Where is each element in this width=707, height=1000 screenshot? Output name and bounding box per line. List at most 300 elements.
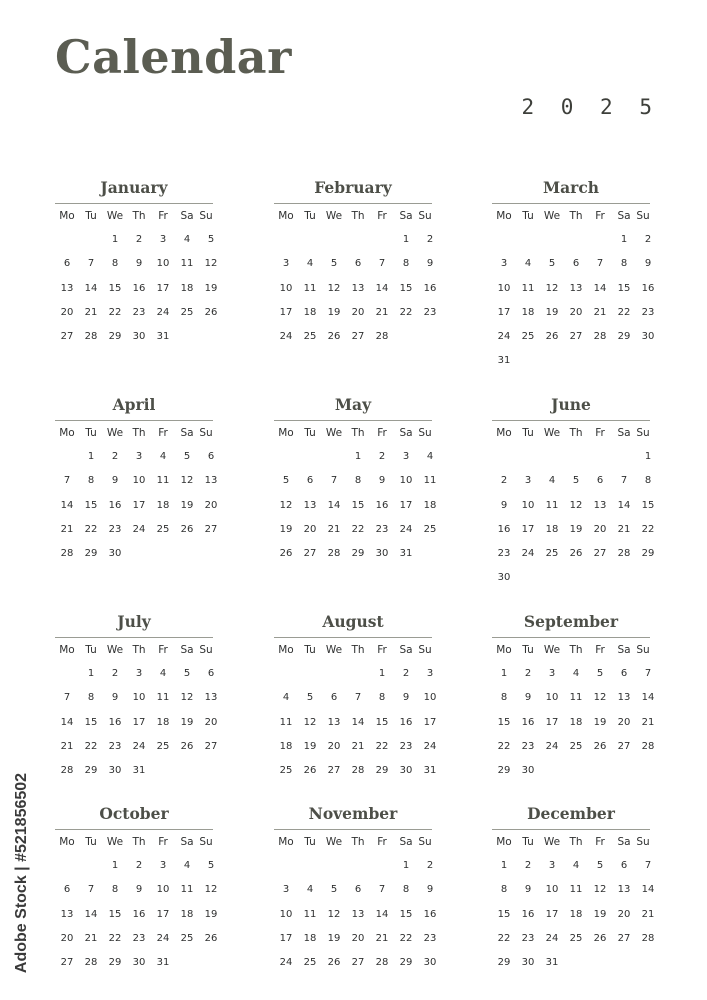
day-cell: 8 [354,475,362,487]
day-cell: 13 [351,282,365,294]
weekday-label: Tu [304,644,316,656]
weekday-label: Fr [377,836,387,848]
day-cell: 15 [375,716,389,728]
day-cell: 19 [327,932,341,944]
day-cell: 14 [84,282,98,294]
day-cell: 10 [423,692,437,704]
weekday-label: Su [418,644,432,656]
day-cell: 11 [303,282,317,294]
day-cell: 21 [641,716,655,728]
day-cell: 29 [108,331,122,343]
day-cell: 27 [204,523,218,535]
weekday-label: Th [132,210,146,222]
day-cell: 26 [180,523,194,535]
day-cell: 10 [545,884,559,896]
day-cell: 31 [497,355,511,367]
weekday-header [55,638,213,662]
day-cell: 20 [60,932,74,944]
day-cell: 15 [108,908,122,920]
empty-cell [322,662,346,686]
day-cell: 31 [399,548,413,560]
day-cell: 3 [135,668,143,679]
day-cell: 11 [156,692,170,704]
weekday-label: Mo [59,210,75,222]
weekday-label: Sa [399,210,413,222]
empty-cell [274,445,298,469]
day-cell: 5 [330,258,338,270]
empty-cell [516,228,540,252]
empty-cell [79,854,103,878]
day-cell: 23 [375,523,389,535]
day-cell: 1 [111,860,119,871]
day-cell: 25 [279,765,293,777]
empty-cell [55,662,79,686]
day-cell: 25 [423,523,437,535]
day-cell: 26 [204,306,218,318]
day-cell: 9 [111,475,119,487]
day-cell: 2 [135,234,143,245]
day-cell: 20 [617,716,631,728]
day-cell: 9 [402,692,410,704]
weekday-label: We [106,836,124,848]
day-cell: 2 [644,234,652,245]
day-cell: 20 [617,908,631,920]
month-name: June [492,390,650,421]
day-cell: 21 [375,932,389,944]
day-cell: 1 [402,860,410,871]
day-cell: 15 [84,716,98,728]
day-cell: 29 [375,765,389,777]
day-cell: 23 [108,523,122,535]
day-cell: 17 [279,932,293,944]
weekday-label: Su [418,427,432,439]
day-grid [55,228,218,349]
weekday-label: Th [569,427,583,439]
day-cell: 23 [641,306,655,318]
weekday-label: We [106,210,124,222]
day-grid [274,854,437,975]
day-cell: 5 [282,475,290,487]
day-cell: 6 [207,451,215,462]
day-cell: 14 [641,692,655,704]
weekday-label: Tu [304,836,316,848]
weekday-label: Fr [377,644,387,656]
weekday-label: Fr [595,427,605,439]
day-cell: 11 [569,692,583,704]
day-cell: 25 [180,306,194,318]
day-cell: 25 [303,331,317,343]
month-name: January [55,173,213,204]
day-cell: 5 [207,234,215,245]
day-grid [274,228,437,349]
empty-cell [55,228,79,252]
weekday-label: Fr [377,210,387,222]
day-cell: 4 [572,668,580,679]
day-cell: 28 [351,765,365,777]
day-cell: 25 [569,932,583,944]
day-cell: 26 [569,548,583,560]
day-cell: 3 [548,668,556,679]
month-name: October [55,799,213,830]
day-cell: 24 [521,548,535,560]
day-cell: 28 [617,548,631,560]
month-name: September [492,607,650,638]
day-cell: 14 [60,716,74,728]
day-cell: 31 [156,331,170,343]
day-cell: 30 [132,331,146,343]
weekday-header [55,204,213,228]
day-cell: 10 [279,908,293,920]
day-cell: 25 [156,523,170,535]
day-cell: 12 [545,282,559,294]
day-cell: 12 [180,475,194,487]
year-label: 2 0 2 5 [521,95,659,119]
day-cell: 19 [204,282,218,294]
day-cell: 17 [132,499,146,511]
day-cell: 1 [644,451,652,462]
day-cell: 6 [63,258,71,270]
day-cell: 17 [156,908,170,920]
day-cell: 5 [330,884,338,896]
weekday-label: We [543,210,561,222]
day-cell: 15 [641,499,655,511]
day-grid [492,662,655,783]
weekday-label: Sa [617,427,631,439]
day-cell: 26 [327,331,341,343]
day-cell: 22 [399,306,413,318]
day-cell: 1 [87,668,95,679]
month-name: March [492,173,650,204]
day-cell: 29 [84,548,98,560]
day-cell: 8 [402,884,410,896]
weekday-label: Fr [158,210,168,222]
day-grid [492,228,655,374]
weekday-label: Tu [522,836,534,848]
day-cell: 13 [327,716,341,728]
weekday-label: We [543,644,561,656]
day-cell: 30 [132,957,146,969]
weekday-label: Mo [59,644,75,656]
day-cell: 13 [204,692,218,704]
day-cell: 14 [351,716,365,728]
weekday-label: Fr [158,836,168,848]
day-grid [492,445,655,591]
month-name: November [274,799,432,830]
month-name: April [55,390,213,421]
day-cell: 9 [378,475,386,487]
day-cell: 17 [279,306,293,318]
day-cell: 10 [279,282,293,294]
empty-cell [322,854,346,878]
weekday-label: We [543,427,561,439]
month-august [274,607,437,783]
weekday-label: Su [199,836,213,848]
day-cell: 18 [303,932,317,944]
weekday-label: Sa [617,210,631,222]
month-october [55,799,218,975]
weekday-label: Mo [496,836,512,848]
day-cell: 24 [279,957,293,969]
day-cell: 22 [375,740,389,752]
month-april [55,390,218,566]
day-cell: 27 [351,331,365,343]
weekday-header [492,204,650,228]
day-cell: 3 [524,475,532,487]
day-cell: 14 [327,499,341,511]
month-name: December [492,799,650,830]
weekday-label: Su [636,427,650,439]
weekday-label: Th [132,836,146,848]
day-cell: 23 [423,932,437,944]
day-cell: 9 [500,499,508,511]
day-cell: 11 [423,475,437,487]
day-cell: 9 [426,884,434,896]
weekday-label: Mo [278,644,294,656]
day-cell: 13 [617,692,631,704]
day-cell: 6 [620,668,628,679]
weekday-label: Sa [617,644,631,656]
weekday-label: Fr [595,644,605,656]
weekday-label: Tu [85,427,97,439]
day-cell: 14 [617,499,631,511]
empty-cell [346,662,370,686]
day-cell: 25 [303,957,317,969]
day-cell: 13 [617,884,631,896]
empty-cell [55,445,79,469]
day-cell: 26 [204,932,218,944]
day-cell: 17 [156,282,170,294]
day-cell: 12 [279,499,293,511]
day-cell: 18 [180,908,194,920]
day-cell: 6 [330,692,338,704]
day-cell: 15 [84,499,98,511]
day-cell: 30 [108,548,122,560]
day-cell: 8 [111,258,119,270]
day-cell: 14 [60,499,74,511]
weekday-label: Tu [522,644,534,656]
day-cell: 7 [378,884,386,896]
weekday-label: Sa [180,210,194,222]
day-cell: 9 [135,884,143,896]
day-cell: 25 [569,740,583,752]
empty-cell [298,854,322,878]
day-cell: 20 [303,523,317,535]
day-grid [492,854,655,975]
weekday-label: Sa [180,644,194,656]
day-cell: 21 [60,740,74,752]
day-cell: 19 [303,740,317,752]
day-cell: 12 [327,908,341,920]
day-cell: 8 [87,692,95,704]
empty-cell [588,445,612,469]
day-cell: 12 [204,884,218,896]
day-cell: 20 [593,523,607,535]
month-november [274,799,437,975]
empty-cell [79,228,103,252]
weekday-label: Sa [399,644,413,656]
empty-cell [370,854,394,878]
month-september [492,607,655,783]
day-cell: 22 [108,306,122,318]
weekday-label: Th [569,836,583,848]
weekday-label: Su [636,644,650,656]
day-cell: 10 [521,499,535,511]
day-cell: 18 [180,282,194,294]
day-cell: 16 [375,499,389,511]
day-cell: 3 [402,451,410,462]
weekday-label: We [325,210,343,222]
day-cell: 7 [620,475,628,487]
day-cell: 1 [111,234,119,245]
day-cell: 7 [63,692,71,704]
day-cell: 15 [351,499,365,511]
day-cell: 13 [351,908,365,920]
day-cell: 11 [521,282,535,294]
empty-cell [346,228,370,252]
day-cell: 7 [644,668,652,679]
day-cell: 19 [180,499,194,511]
weekday-header [492,421,650,445]
day-cell: 5 [306,692,314,704]
weekday-label: Tu [522,210,534,222]
weekday-label: Su [199,644,213,656]
day-cell: 29 [351,548,365,560]
day-cell: 20 [351,932,365,944]
day-cell: 1 [378,668,386,679]
month-december [492,799,655,975]
month-february [274,173,437,349]
weekday-header [274,830,432,854]
empty-cell [274,662,298,686]
day-cell: 16 [399,716,413,728]
weekday-label: Fr [595,836,605,848]
day-cell: 13 [60,908,74,920]
day-cell: 18 [279,740,293,752]
day-cell: 10 [132,475,146,487]
day-cell: 6 [620,860,628,871]
day-cell: 21 [84,932,98,944]
day-cell: 6 [572,258,580,270]
day-cell: 20 [204,716,218,728]
day-cell: 11 [569,884,583,896]
day-cell: 28 [60,548,74,560]
empty-cell [516,445,540,469]
day-cell: 4 [306,884,314,896]
day-cell: 18 [521,306,535,318]
day-cell: 24 [423,740,437,752]
day-cell: 20 [60,306,74,318]
day-cell: 17 [423,716,437,728]
day-cell: 16 [423,282,437,294]
day-cell: 8 [500,884,508,896]
day-cell: 5 [183,668,191,679]
day-cell: 12 [593,692,607,704]
day-cell: 9 [135,258,143,270]
weekday-label: Su [199,210,213,222]
weekday-label: Th [569,210,583,222]
empty-cell [274,228,298,252]
day-cell: 20 [327,740,341,752]
day-cell: 6 [354,258,362,270]
day-cell: 2 [500,475,508,487]
day-cell: 24 [545,932,559,944]
day-cell: 31 [423,765,437,777]
day-cell: 19 [204,908,218,920]
weekday-label: Mo [496,644,512,656]
day-cell: 27 [617,932,631,944]
day-cell: 31 [545,957,559,969]
empty-cell [55,854,79,878]
day-cell: 3 [135,451,143,462]
day-cell: 12 [593,884,607,896]
day-cell: 2 [378,451,386,462]
day-cell: 13 [303,499,317,511]
day-cell: 15 [617,282,631,294]
day-cell: 26 [593,932,607,944]
day-cell: 5 [596,860,604,871]
weekday-header [274,204,432,228]
day-cell: 30 [521,957,535,969]
day-cell: 18 [569,716,583,728]
day-cell: 23 [497,548,511,560]
day-cell: 21 [327,523,341,535]
day-cell: 22 [108,932,122,944]
day-cell: 21 [375,306,389,318]
day-cell: 28 [84,957,98,969]
day-cell: 1 [500,668,508,679]
day-cell: 11 [180,884,194,896]
day-cell: 5 [183,451,191,462]
weekday-label: We [325,427,343,439]
day-cell: 18 [545,523,559,535]
day-cell: 1 [87,451,95,462]
day-cell: 24 [156,932,170,944]
day-cell: 21 [60,523,74,535]
day-cell: 19 [593,908,607,920]
day-cell: 9 [111,692,119,704]
weekday-label: Mo [278,427,294,439]
weekday-label: Th [569,644,583,656]
weekday-label: Tu [304,210,316,222]
page-title: Calendar [55,30,292,84]
day-cell: 1 [500,860,508,871]
day-cell: 4 [548,475,556,487]
day-cell: 19 [327,306,341,318]
empty-cell [492,445,516,469]
day-cell: 15 [108,282,122,294]
month-july [55,607,218,783]
day-cell: 27 [303,548,317,560]
day-cell: 7 [330,475,338,487]
day-cell: 11 [303,908,317,920]
day-cell: 7 [87,258,95,270]
day-cell: 1 [402,234,410,245]
day-cell: 13 [60,282,74,294]
day-cell: 3 [548,860,556,871]
day-cell: 5 [572,475,580,487]
day-cell: 24 [279,331,293,343]
weekday-header [492,638,650,662]
day-cell: 21 [84,306,98,318]
day-cell: 15 [399,908,413,920]
day-cell: 15 [497,908,511,920]
day-cell: 25 [180,932,194,944]
day-cell: 16 [132,908,146,920]
weekday-label: Tu [85,836,97,848]
day-cell: 26 [593,740,607,752]
empty-cell [540,445,564,469]
day-cell: 21 [351,740,365,752]
